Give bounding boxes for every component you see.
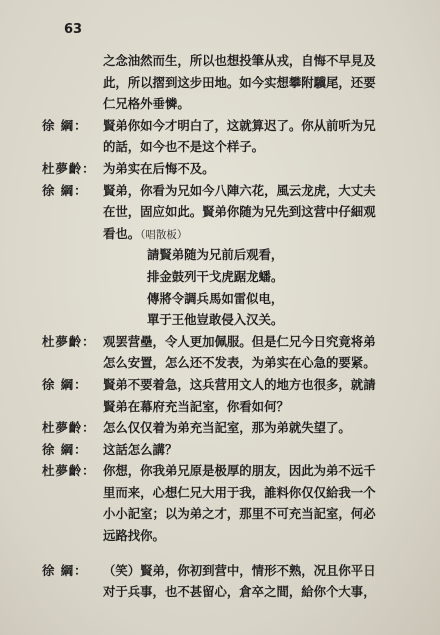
text-line [0,244,440,266]
speaker-name: 徐 綱： [42,117,88,133]
verse-line [147,266,283,288]
text-line [0,158,440,180]
verse-line [147,244,283,266]
text-line [0,482,440,504]
text-line [0,266,440,288]
text-line [0,352,440,374]
line-text: 的話，如今也不是这个样子。 [103,139,265,155]
verse-line [147,309,283,331]
speaker-name: 杜夢齡： [42,333,96,349]
line-text: 这話怎么講？ [103,441,178,457]
script-text [0,50,440,603]
text-line [0,417,440,439]
dialogue-text [103,525,165,547]
dialogue-text [103,460,376,482]
line-text: 里而来，心想仁兄大用于我，誰料你仅仅給我一个 [103,484,376,500]
line-text: 之念油然而生，所以也想投筆从戎，自悔不早見及 [103,53,376,68]
verse-line [147,288,283,310]
dialogue-text [103,503,376,525]
line-text: 賢弟你如今才明白了，这就算迟了。你从前听为兄 [103,117,376,133]
dialogue-text [103,396,289,418]
dialogue-text [103,374,376,396]
line-text: 排金鼓列干戈虎踞龙蟠。 [147,268,284,284]
line-text: 怎么安置，怎么还不发表，为弟实在心急的要紧。 [103,355,376,371]
dialogue-text [103,223,187,247]
dialogue-text [103,72,376,94]
dialogue-text [103,482,376,504]
speaker-name: 杜夢齡： [42,160,96,176]
dialogue-text [103,352,376,374]
text-line [0,72,440,94]
dialogue-text [103,560,376,582]
speaker-name: 徐 綱： [42,376,88,392]
dialogue-text [103,136,264,158]
text-line [0,374,440,396]
text-line [0,439,440,461]
line-text: 看也。 [103,225,141,241]
text-line [0,525,440,547]
dialogue-text [103,115,376,137]
line-text: 怎么仅仅着为弟充当記室，那为弟就失望了。 [103,420,351,436]
line-text: 小小記室；以为弟之才，那里不可充当記室，何必 [103,506,376,522]
text-line [0,581,440,603]
line-text: 賢弟，你看为兄如今八陣六花，風云龙虎，大丈夫 [103,182,376,198]
paragraph-gap [0,547,440,560]
page-number: 63 [64,22,83,37]
text-line [0,136,440,158]
text-line [0,396,440,418]
line-text: 为弟实在后悔不及。 [103,160,215,176]
speaker-name: 徐 綱： [42,441,88,457]
dialogue-text [103,201,376,223]
line-text: 观罢营壘，令人更加佩服。但是仁兄今日究竟将弟 [103,333,376,349]
text-line [0,560,440,582]
dialogue-text [103,439,177,461]
line-text: 單于王他豈敢侵入汉关。 [147,312,284,328]
text-line [0,503,440,525]
line-text: 請賢弟随为兄前后观看， [147,247,284,263]
speaker-name: 杜夢齡： [42,463,96,479]
text-line [0,331,440,353]
line-text: 对于兵事，也不甚留心，倉卒之間，給你个大事， [103,584,376,600]
text-line [0,460,440,482]
dialogue-text [103,158,215,180]
dialogue-text [103,50,376,72]
text-line [0,180,440,202]
text-line [0,288,440,310]
line-text: 賢弟不要着急，这兵营用文人的地方也很多，就請 [103,376,376,392]
line-text: 仁兄格外垂憐。 [103,96,190,112]
text-line [0,50,440,72]
stage-direction: （唱散板） [140,228,188,241]
speaker-name: 徐 綱： [42,182,88,198]
line-text: 此，所以摺到这步田地。如今实想攀附驥尾，还要 [103,74,376,90]
dialogue-text [103,581,376,603]
line-text: 賢弟在幕府充当記室，你看如何？ [103,398,289,414]
line-text: （笑）賢弟，你初到营中，情形不熟，况且你平日 [103,562,376,578]
dialogue-text [103,417,351,439]
speaker-name: 杜夢齡： [42,420,96,436]
text-line [0,309,440,331]
text-line [0,201,440,223]
line-text: 你想，你我弟兄原是极厚的朋友，因此为弟不远千 [103,463,376,479]
text-line [0,115,440,137]
line-text: 傳將令調兵馬如雷似电， [147,290,284,306]
speaker-name: 徐 綱： [42,562,88,578]
line-text: 在世，固应如此。賢弟你随为兄先到这营中仔細观 [103,204,376,220]
dialogue-text [103,180,376,202]
text-line [0,93,440,115]
dialogue-text [103,93,190,115]
dialogue-text [103,331,376,353]
line-text: 远路找你。 [103,528,165,544]
text-line [0,223,440,245]
